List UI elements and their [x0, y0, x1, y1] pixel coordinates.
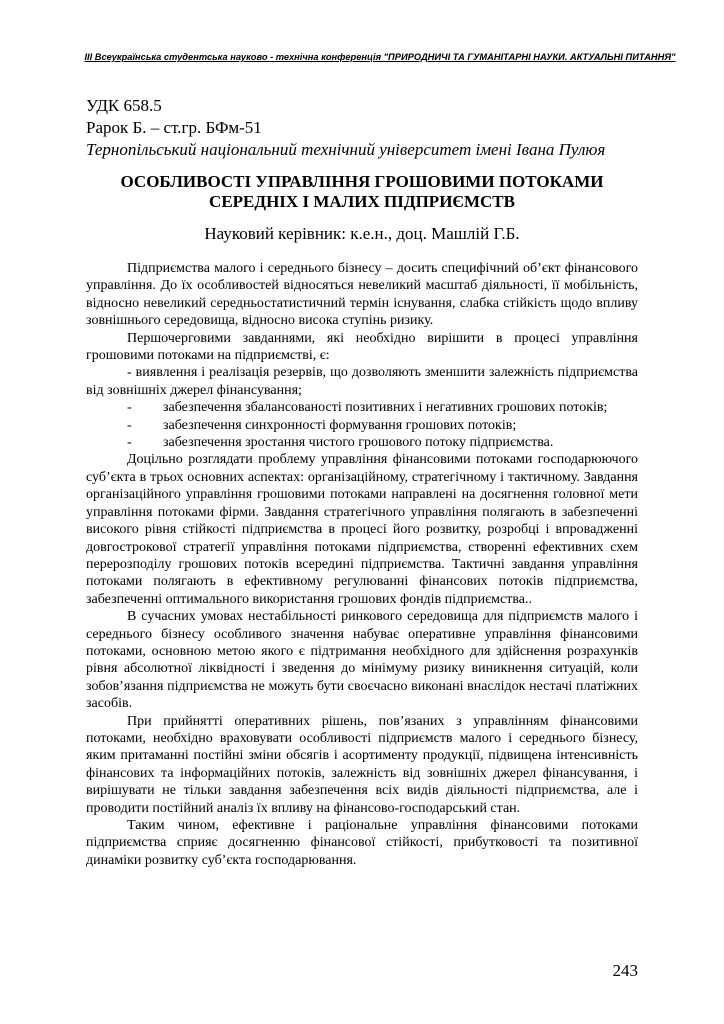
paragraph: В сучасних умовах нестабільності ринкового середовища для підприємств малого і середнього бізнесу особливого значення набуває оперативне управління фінансовими потоками, основною метою якого є підтримання необхідного для здійснення розрахунків рівня абсолютної ліквідності і зведення до мінімуму ризику виникнення ситуацій, коли зобов’язання підприємства не можуть бути своєчасно виконані внаслідок нестачі платіжних засобів.: [86, 609, 638, 712]
list-item: [86, 417, 638, 434]
article-title: ОСОБЛИВОСТІ УПРАВЛІННЯ ГРОШОВИМИ ПОТОКАМИ СЕРЕДНІХ І МАЛИХ ПІДПРИЄМСТВ: [120, 172, 604, 211]
article-meta: [86, 95, 686, 161]
list-item: [86, 399, 638, 416]
list-item: - виявлення і реалізація резервів, що дозволяють зменшити залежність підприємства від зовнішніх джерел фінансування;: [86, 365, 638, 398]
udk-code: УДК 658.5: [86, 96, 162, 115]
paragraph: При прийнятті оперативних рішень, пов’язаних з управлінням фінансовими потоками, необхідно враховувати особливості підприємств малого і середнього бізнесу, яким притаманні постійні зміни обсягів і асортименту продукції, підвищена інтенсивність фінансових та інформаційних потоків, залежність від зовнішніх джерел фінансування, і вирішувати не тільки завдання забезпечення всіх видів діяльності підприємства, але і проводити постійний аналіз їх впливу на фінансово-господарський стан.: [86, 713, 638, 816]
conference-header: ІІІ Всеукраїнська студентська науково - технічна конференція "ПРИРОДНИЧІ ТА ГУМАНІТАРНІ НАУКИ. АКТУАЛЬНІ ПИТАННЯ": [84, 52, 676, 62]
affiliation: Тернопільський національний технічний університет імені Івана Пулюя: [86, 140, 606, 159]
paragraph: Таким чином, ефективне і раціональне управління фінансовими потоками підприємства сприяє досягненню фінансової стійкості, прибутковості та позитивної динаміки розвитку суб’єкта господарювання.: [86, 818, 638, 868]
list-item-text: забезпечення синхронності формування грошових потоків;: [163, 417, 517, 433]
supervisor-line: Науковий керівник: к.е.н., доц. Машлій Г.Б.: [204, 224, 520, 243]
paragraph: Доцільно розглядати проблему управління фінансовими потоками господарюючого суб’єкта в трьох основних аспектах: організаційному, стратегічному і тактичному. Завдання організаційного управління грошовими потоками направлені на досягнення головної мети управління потоками фірми. Завдання стратегічного управління полягають в забезпеченні високого рівня стійкості підприємства в процесі його розвитку, розробці і впровадженні довгострокової стратегії управління потоками підприємства, створенні ефективних схем перерозподілу грошових потоків всередині підприємства. Тактичні завдання управління потоками полягають в ефективному регулюванні фінансових потоків підприємства, забезпеченні оптимального використання грошових фондів підприємства..: [86, 452, 638, 607]
author-line: Рарок Б. – ст.гр. БФм-51: [86, 118, 262, 137]
list-dash: -: [127, 435, 132, 451]
paragraph: Підприємства малого і середнього бізнесу – досить специфічний об’єкт фінансового управління. До їх особливостей відносяться невеликий масштаб діяльності, її мобільність, відносно невеликий середньостатистичний термін існування, слабка стійкість щодо впливу зовнішнього середовища, відносно висока ступінь ризику.: [86, 261, 638, 329]
article-body: [86, 260, 638, 869]
list-dash: -: [127, 417, 132, 433]
list-item: [86, 434, 638, 451]
list-dash: -: [127, 400, 132, 416]
list-item-text: забезпечення зростання чистого грошового потоку підприємства.: [163, 435, 554, 451]
page-number: 243: [612, 961, 638, 980]
paragraph: Першочерговими завданнями, які необхідно вирішити в процесі управління грошовими потоками на підприємстві, є:: [86, 330, 638, 364]
list-item-text: забезпечення збалансованості позитивних і негативних грошових потоків;: [163, 400, 608, 416]
